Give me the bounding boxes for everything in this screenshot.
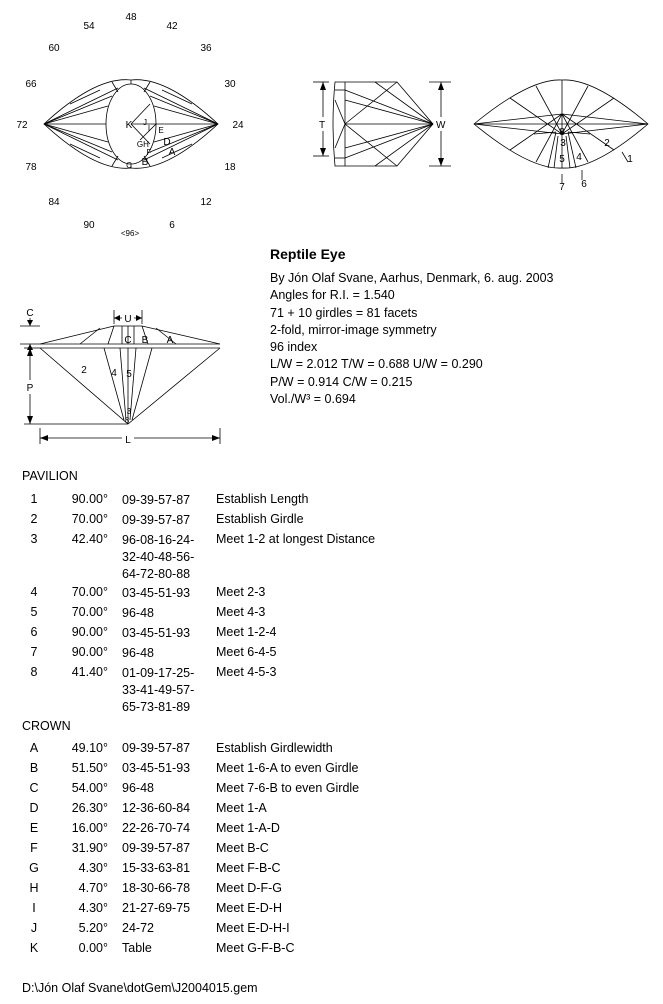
info-line: P/W = 0.914 C/W = 0.215 [270, 374, 413, 389]
facet-note: Meet B-C [216, 841, 269, 855]
profile-facet-5: 5 [126, 369, 132, 380]
index-label: 84 [48, 197, 60, 208]
facet-note: Meet 1-6-A to even Girdle [216, 761, 359, 775]
facet-angle: 70.00° [71, 605, 108, 619]
crown-view-diagram [0, 0, 260, 245]
facet-angle: 4.70° [78, 881, 108, 895]
facet-angle: 70.00° [71, 585, 108, 599]
facet-id: C [29, 781, 39, 795]
facet-id: A [29, 741, 39, 755]
profile-facet-2: 2 [81, 365, 87, 376]
facet-angle: 54.00° [71, 781, 108, 795]
facet-note: Meet 4-5-3 [216, 665, 277, 679]
facet-angle: 42.40° [71, 532, 108, 546]
facet-index: 64-72-80-88 [122, 567, 191, 581]
pavilion-view-diagram [470, 70, 663, 195]
facet-index: 09-39-57-87 [122, 513, 191, 527]
facet-note: Meet F-B-C [216, 861, 281, 875]
index-label: <96> [120, 229, 140, 238]
facet-note: Meet 4-3 [216, 605, 266, 619]
facet-id: 3 [30, 532, 38, 546]
index-label: 24 [232, 120, 244, 131]
facet-id: 1 [30, 492, 38, 506]
profile-facet-a: A [166, 335, 174, 346]
pavilion-facet-8: 8 [559, 127, 565, 138]
index-label: 6 [169, 220, 175, 231]
facet-note: Meet 1-A [216, 801, 267, 815]
facet-id: 5 [30, 605, 38, 619]
facet-angle: 4.30° [78, 861, 108, 875]
facet-label-k: K [125, 120, 133, 131]
facet-angle: 5.20° [78, 921, 108, 935]
facet-index: 65-73-81-89 [122, 700, 191, 714]
facet-label-e: E [158, 126, 164, 135]
facet-index: 12-36-60-84 [122, 801, 191, 815]
facet-id: I [32, 901, 36, 915]
facet-index: 21-27-69-75 [122, 901, 191, 915]
facet-id: 4 [30, 585, 38, 599]
profile-facet-4: 4 [111, 368, 117, 379]
profile-facet-c: C [124, 335, 132, 346]
facet-id: E [29, 821, 39, 835]
facet-angle: 0.00° [78, 941, 108, 955]
dimension-t-label: T [319, 120, 326, 131]
facet-index: 03-45-51-93 [122, 761, 191, 775]
dimension-w-label: W [436, 120, 446, 131]
index-label: 12 [200, 197, 212, 208]
facet-label-h: H [143, 140, 149, 149]
facet-index: 96-08-16-24- [122, 533, 195, 547]
info-line: Vol./W³ = 0.694 [270, 392, 356, 407]
facet-label-g: G [136, 140, 144, 149]
facet-note: Meet G-F-B-C [216, 941, 295, 955]
facet-note: Meet 1-2 at longest Distance [216, 532, 376, 546]
facet-index: 09-39-57-87 [122, 741, 191, 755]
facet-note: Establish Girdlewidth [216, 741, 333, 755]
facet-index: 01-09-17-25- [122, 666, 195, 680]
facet-angle: 90.00° [71, 645, 108, 659]
facet-index: Table [122, 941, 152, 955]
side-view-diagram [305, 70, 465, 185]
index-label: 78 [25, 162, 37, 173]
info-line: Angles for R.I. = 1.540 [270, 288, 395, 303]
facet-index: 96-48 [122, 606, 154, 620]
info-line: 71 + 10 girdles = 81 facets [270, 305, 418, 320]
facet-id: H [29, 881, 39, 895]
dimension-l-label: L [125, 435, 131, 446]
info-line: L/W = 2.012 T/W = 0.688 U/W = 0.290 [270, 357, 483, 372]
facet-index: 96-48 [122, 781, 154, 795]
facet-note: Meet E-D-H [216, 901, 282, 915]
index-label: 54 [83, 21, 95, 32]
profile-facet-8: 8 [124, 416, 130, 425]
facet-note: Meet D-F-G [216, 881, 282, 895]
profile-view-diagram [0, 300, 240, 450]
facet-label-i: I [147, 124, 151, 133]
facet-label-f: F [146, 148, 152, 157]
facet-angle: 26.30° [71, 801, 108, 815]
index-label: 90 [83, 220, 95, 231]
pavilion-facet-2: 2 [604, 138, 610, 149]
dimension-p-label: P [26, 383, 34, 394]
design-title: Reptile Eye [270, 246, 346, 262]
facet-id: 8 [30, 665, 38, 679]
facet-note: Meet 1-2-4 [216, 625, 277, 639]
index-label: 30 [224, 79, 236, 90]
facet-note: Establish Length [216, 492, 309, 506]
dimension-u-label: U [124, 314, 132, 325]
facet-index: 03-45-51-93 [122, 586, 191, 600]
facet-label-c: C [126, 161, 132, 170]
facet-angle: 41.40° [71, 665, 108, 679]
crown-header: CROWN [22, 719, 71, 733]
facet-id: D [29, 801, 39, 815]
facet-angle: 90.00° [71, 492, 108, 506]
facet-index: 09-39-57-87 [122, 493, 191, 507]
index-label: 60 [48, 43, 60, 54]
facet-angle: 31.90° [71, 841, 108, 855]
index-label: 18 [224, 162, 236, 173]
facet-id: B [29, 761, 39, 775]
pavilion-facet-4: 4 [576, 152, 582, 163]
pavilion-facet-5: 5 [559, 154, 565, 165]
facet-label-d: D [163, 137, 171, 148]
facet-note: Establish Girdle [216, 512, 304, 526]
facet-label-b: B [141, 157, 149, 168]
facet-note: Meet 6-4-5 [216, 645, 277, 659]
info-line: 96 index [270, 340, 318, 355]
facet-index: 33-41-49-57- [122, 683, 195, 697]
facet-angle: 4.30° [78, 901, 108, 915]
pavilion-facet-3: 3 [560, 138, 566, 149]
facet-note: Meet 7-6-B to even Girdle [216, 781, 360, 795]
facet-index: 22-26-70-74 [122, 821, 191, 835]
index-label: 48 [125, 12, 137, 23]
facet-angle: 16.00° [71, 821, 108, 835]
index-label: 36 [200, 43, 212, 54]
pavilion-facet-7: 7 [559, 182, 565, 193]
pavilion-facet-6: 6 [581, 179, 587, 190]
info-line: 2-fold, mirror-image symmetry [270, 322, 437, 337]
facet-angle: 90.00° [71, 625, 108, 639]
facet-id: J [30, 921, 38, 935]
facet-id: 2 [30, 512, 38, 526]
facet-index: 03-45-51-93 [122, 626, 191, 640]
dimension-c-label: C [26, 308, 34, 319]
facet-index: 96-48 [122, 646, 154, 660]
profile-facet-3: 3 [126, 407, 132, 416]
facet-note: Meet E-D-H-I [216, 921, 290, 935]
facet-index: 24-72 [122, 921, 154, 935]
facet-index: 32-40-48-56- [122, 550, 195, 564]
design-info [270, 270, 554, 408]
index-label: 72 [16, 120, 28, 131]
facet-index: 09-39-57-87 [122, 841, 191, 855]
index-label: 66 [25, 79, 37, 90]
facet-label-j: J [143, 118, 147, 127]
facet-id: 6 [30, 625, 38, 639]
facet-index: 18-30-66-78 [122, 881, 191, 895]
facet-id: G [29, 861, 39, 875]
facet-note: Meet 2-3 [216, 585, 266, 599]
facet-angle: 51.50° [71, 761, 108, 775]
pavilion-facet-1: 1 [627, 154, 633, 165]
facet-label-a: A [168, 147, 176, 158]
facet-id: F [30, 841, 38, 855]
info-line: By Jón Olaf Svane, Aarhus, Denmark, 6. aug. 2003 [270, 271, 554, 285]
facet-note: Meet 1-A-D [216, 821, 280, 835]
facet-id: K [29, 941, 39, 955]
file-path: D:\Jón Olaf Svane\dotGem\J2004015.gem [22, 981, 258, 995]
facet-index: 15-33-63-81 [122, 861, 191, 875]
facet-angle: 70.00° [71, 512, 108, 526]
profile-facet-b: B [141, 335, 149, 346]
facet-angle: 49.10° [71, 741, 108, 755]
facet-id: 7 [30, 645, 38, 659]
index-label: 42 [166, 21, 178, 32]
pavilion-header: PAVILION [22, 469, 78, 483]
